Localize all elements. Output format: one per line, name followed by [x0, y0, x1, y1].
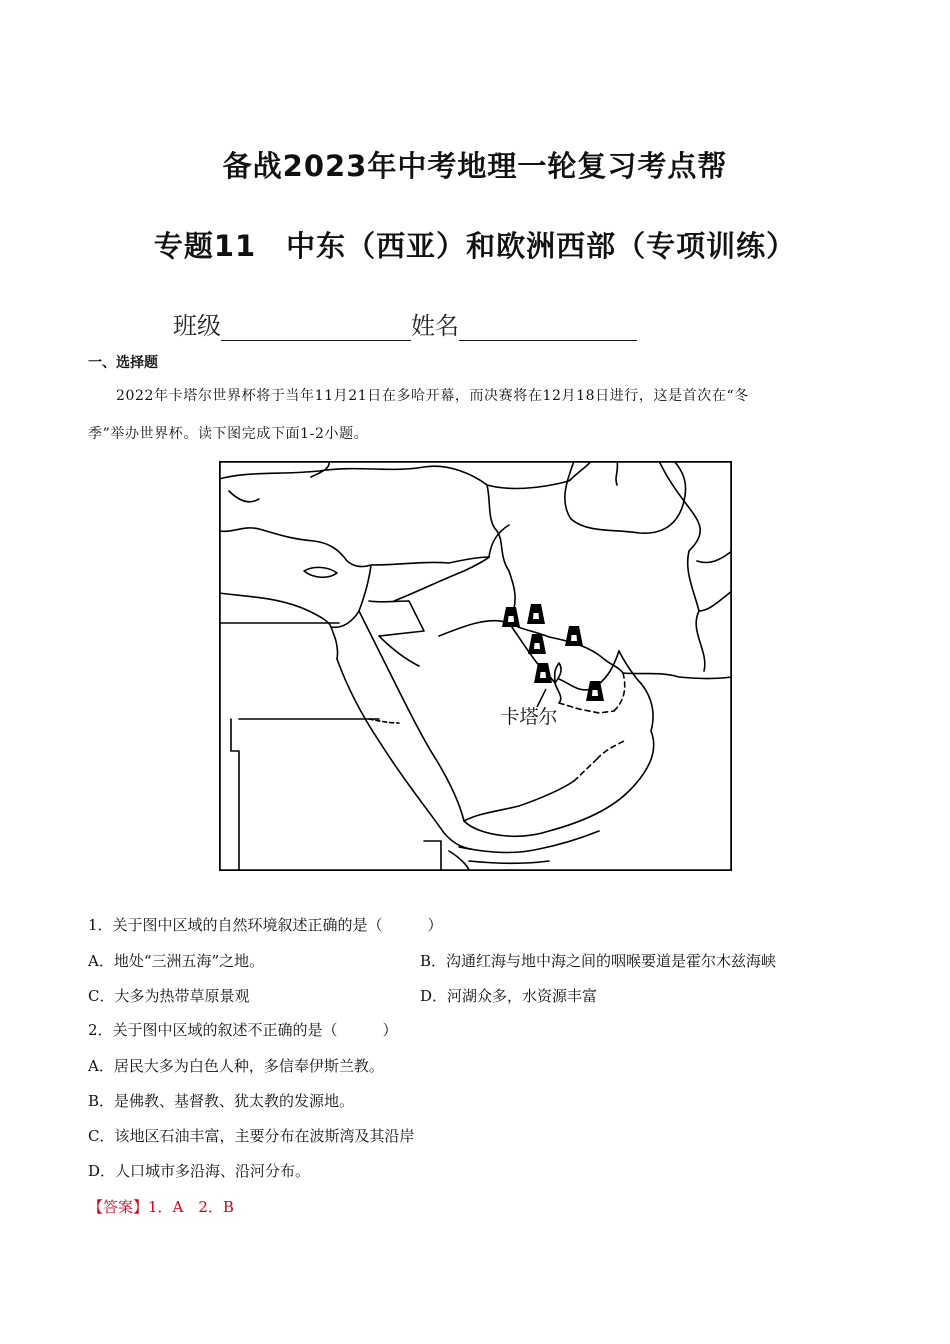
- class-label: 班级: [173, 312, 221, 340]
- answer-line: [88, 1196, 234, 1218]
- answer-label: 【答案】: [88, 1198, 149, 1216]
- class-blank[interactable]: [221, 314, 411, 341]
- intro-line-2: 季”举办世界杯。读下图完成下面1-2小题。: [88, 426, 369, 442]
- page-subtitle: 专题11 中东（西亚）和欧洲西部（专项训练）: [153, 229, 797, 263]
- question-1-option-d[interactable]: D．河湖众多，水资源丰富: [420, 987, 598, 1005]
- question-2-option-a[interactable]: A．居民大多为白色人种，多信奉伊斯兰教。: [88, 1057, 384, 1075]
- answer-text: 1．A 2．B: [148, 1198, 234, 1216]
- student-info-line: [173, 306, 637, 341]
- intro-line-1: 2022年卡塔尔世界杯将于当年11月21日在多哈开幕，而决赛将在12月18日进行，这是首次在“冬: [116, 388, 749, 404]
- question-1-option-c[interactable]: C．大多为热带草原景观: [88, 987, 250, 1005]
- qatar-label: 卡塔尔: [500, 706, 558, 728]
- name-label: 姓名: [411, 312, 459, 340]
- name-blank[interactable]: [459, 314, 637, 341]
- question-1-option-b[interactable]: B．沟通红海与地中海之间的咽喉要道是霍尔木兹海峡: [420, 952, 777, 970]
- question-1-stem: 1．关于图中区域的自然环境叙述正确的是（ ）: [88, 916, 443, 934]
- question-2-option-c[interactable]: C．该地区石油丰富，主要分布在波斯湾及其沿岸: [88, 1127, 415, 1145]
- section-title: 一、选择题: [88, 355, 158, 371]
- page-title: 备战2023年中考地理一轮复习考点帮: [222, 149, 728, 183]
- middle-east-map: [219, 461, 732, 871]
- question-2-stem: 2．关于图中区域的叙述不正确的是（ ）: [88, 1021, 398, 1039]
- question-1-option-a[interactable]: A．地处“三洲五海”之地。: [88, 952, 265, 970]
- question-2-option-b[interactable]: B．是佛教、基督教、犹太教的发源地。: [88, 1092, 355, 1110]
- question-2-option-d[interactable]: D．人口城市多沿海、沿河分布。: [88, 1162, 311, 1180]
